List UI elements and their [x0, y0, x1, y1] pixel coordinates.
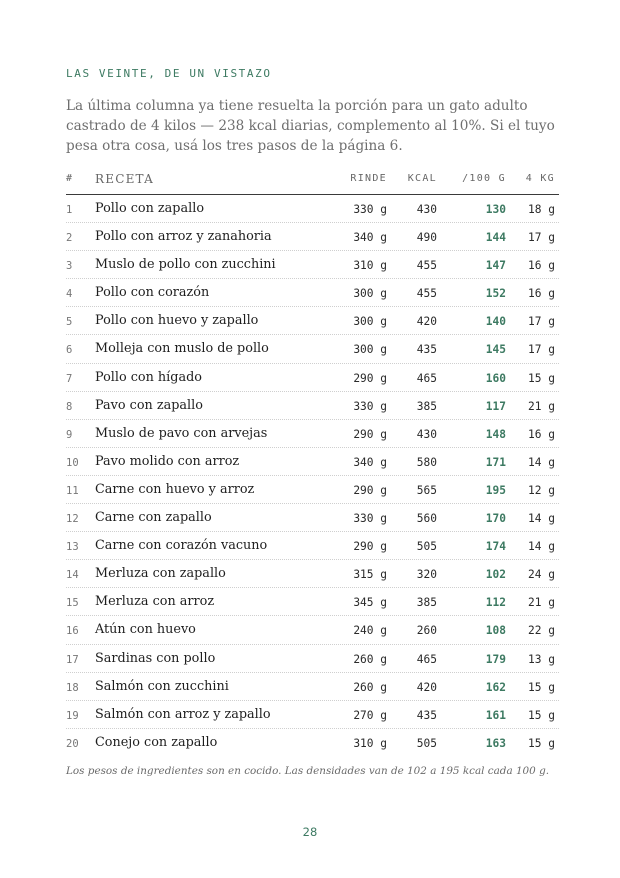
- kcal-per-100g-value: 148: [485, 427, 506, 441]
- recipe-name: Molleja con muslo de pollo: [95, 341, 269, 357]
- table-row: [66, 504, 559, 532]
- kcal-per-100g-value: 112: [485, 596, 506, 610]
- kcal-value: 260: [416, 624, 437, 638]
- table-row: [66, 673, 559, 701]
- rinde-value: 290 g: [353, 427, 387, 441]
- rinde-value: 345 g: [353, 596, 387, 610]
- kcal-per-100g-value: 130: [485, 203, 506, 216]
- table-row: [66, 279, 559, 307]
- rinde-value: 290 g: [353, 540, 387, 554]
- portion-4kg-value: 17 g: [528, 231, 555, 245]
- recipes-table: [66, 172, 559, 756]
- kcal-value: 455: [416, 287, 437, 301]
- row-number: 18: [66, 681, 79, 694]
- portion-4kg-value: 21 g: [528, 399, 555, 413]
- recipe-name: Salmón con arroz y zapallo: [95, 706, 271, 722]
- rinde-value: 340 g: [353, 231, 387, 245]
- kcal-per-100g-value: 170: [485, 512, 506, 526]
- recipe-name: Carne con zapallo: [95, 510, 212, 526]
- row-number: 13: [66, 541, 79, 554]
- kcal-per-100g-value: 117: [485, 399, 506, 413]
- row-number: 6: [66, 344, 73, 357]
- portion-4kg-value: 16 g: [528, 287, 555, 301]
- portion-4kg-value: 15 g: [528, 371, 555, 385]
- recipe-name: Pollo con hígado: [95, 369, 202, 385]
- table-row: [66, 448, 559, 476]
- recipe-name: Merluza con zapallo: [95, 566, 226, 582]
- row-number: 4: [66, 288, 73, 301]
- kcal-value: 505: [416, 736, 437, 750]
- kcal-per-100g-value: 162: [485, 680, 506, 694]
- table-row: [66, 645, 559, 673]
- rinde-value: 330 g: [353, 399, 387, 413]
- rinde-value: 260 g: [353, 652, 387, 666]
- recipe-name: Pavo con zapallo: [95, 397, 203, 413]
- portion-4kg-value: 17 g: [528, 315, 555, 329]
- kcal-per-100g-value: 160: [485, 371, 506, 385]
- kcal-per-100g-value: 161: [485, 708, 506, 722]
- rinde-value: 290 g: [353, 371, 387, 385]
- portion-4kg-value: 13 g: [528, 652, 555, 666]
- table-header: [66, 172, 559, 195]
- row-number: 19: [66, 709, 79, 722]
- rinde-value: 270 g: [353, 708, 387, 722]
- page-number: 28: [302, 825, 318, 839]
- portion-4kg-value: 15 g: [528, 736, 555, 750]
- kcal-per-100g-value: 171: [485, 455, 506, 469]
- portion-4kg-value: 15 g: [528, 708, 555, 722]
- row-number: 17: [66, 653, 79, 666]
- portion-4kg-value: 14 g: [528, 512, 555, 526]
- row-number: 5: [66, 316, 73, 329]
- row-number: 15: [66, 597, 79, 610]
- row-number: 9: [66, 428, 73, 441]
- table-body: [66, 195, 559, 756]
- rinde-value: 330 g: [353, 512, 387, 526]
- row-number: 8: [66, 400, 73, 413]
- recipe-name: Conejo con zapallo: [95, 734, 218, 750]
- header-rinde: RINDE: [350, 173, 387, 184]
- kcal-per-100g-value: 144: [485, 231, 506, 245]
- kcal-value: 430: [416, 203, 437, 216]
- recipe-name: Atún con huevo: [95, 622, 196, 638]
- row-number: 7: [66, 372, 73, 385]
- row-number: 2: [66, 232, 73, 245]
- portion-4kg-value: 12 g: [528, 483, 555, 497]
- recipe-name: Merluza con arroz: [95, 594, 215, 610]
- rinde-value: 310 g: [353, 736, 387, 750]
- table-row: [66, 195, 559, 223]
- recipe-name: Carne con corazón vacuno: [95, 538, 268, 554]
- table-row: [66, 588, 559, 616]
- recipe-name: Pollo con corazón: [95, 285, 210, 301]
- portion-4kg-value: 21 g: [528, 596, 555, 610]
- row-number: 20: [66, 737, 79, 750]
- rinde-value: 240 g: [353, 624, 387, 638]
- table-row: [66, 560, 559, 588]
- header-4kg: 4 KG: [525, 173, 555, 184]
- table-row: [66, 364, 559, 392]
- table-row: [66, 701, 559, 729]
- recipe-name: Pollo con arroz y zanahoria: [95, 229, 272, 245]
- row-number: 12: [66, 513, 79, 526]
- recipe-name: Carne con huevo y arroz: [95, 481, 255, 497]
- row-number: 14: [66, 569, 79, 582]
- kcal-per-100g-value: 147: [485, 259, 506, 273]
- portion-4kg-value: 18 g: [528, 203, 555, 216]
- recipe-name: Muslo de pavo con arvejas: [95, 425, 268, 441]
- header-kcal: KCAL: [407, 173, 437, 184]
- portion-4kg-value: 14 g: [528, 540, 555, 554]
- table-row: [66, 616, 559, 644]
- kcal-value: 420: [416, 315, 437, 329]
- table-row: [66, 420, 559, 448]
- portion-4kg-value: 24 g: [528, 568, 555, 582]
- table-row: [66, 532, 559, 560]
- table-row: [66, 307, 559, 335]
- intro-paragraph: La última columna ya tiene resuelta la porción para un gato adulto castrado de 4 kilos — 238 kcal diarias, complemento al 10%. Si el tuyo pesa otra cosa, usá los tres pasos de la página 6.: [66, 98, 555, 154]
- portion-4kg-value: 14 g: [528, 455, 555, 469]
- kcal-value: 320: [416, 568, 437, 582]
- footnote: Los pesos de ingredientes son en cocido. Las densidades van de 102 a 195 kcal cada 100 g.: [66, 765, 550, 777]
- table-row: [66, 251, 559, 279]
- kcal-value: 435: [416, 343, 437, 357]
- table-row: [66, 476, 559, 504]
- rinde-value: 300 g: [353, 343, 387, 357]
- kcal-per-100g-value: 140: [485, 315, 506, 329]
- rinde-value: 315 g: [353, 568, 387, 582]
- rinde-value: 310 g: [353, 259, 387, 273]
- kcal-per-100g-value: 163: [485, 736, 506, 750]
- rinde-value: 290 g: [353, 483, 387, 497]
- kcal-value: 580: [416, 455, 437, 469]
- rinde-value: 260 g: [353, 680, 387, 694]
- rinde-value: 330 g: [353, 203, 387, 216]
- kcal-per-100g-value: 108: [485, 624, 506, 638]
- kcal-per-100g-value: 195: [485, 483, 506, 497]
- kcal-value: 420: [416, 680, 437, 694]
- kcal-value: 385: [416, 399, 437, 413]
- row-number: 11: [66, 484, 79, 497]
- portion-4kg-value: 15 g: [528, 680, 555, 694]
- kcal-value: 430: [416, 427, 437, 441]
- row-number: 16: [66, 625, 79, 638]
- rinde-value: 300 g: [353, 315, 387, 329]
- rinde-value: 340 g: [353, 455, 387, 469]
- kcal-value: 385: [416, 596, 437, 610]
- kcal-value: 465: [416, 652, 437, 666]
- kcal-value: 490: [416, 231, 437, 245]
- table-row: [66, 392, 559, 420]
- table-row: [66, 729, 559, 756]
- kcal-per-100g-value: 174: [485, 540, 506, 554]
- portion-4kg-value: 16 g: [528, 259, 555, 273]
- kcal-value: 505: [416, 540, 437, 554]
- recipe-name: Sardinas con pollo: [95, 650, 216, 666]
- recipe-name: Pavo molido con arroz: [95, 453, 240, 469]
- recipe-name: Pollo con huevo y zapallo: [95, 313, 259, 329]
- kcal-value: 560: [416, 512, 437, 526]
- kcal-value: 465: [416, 371, 437, 385]
- header-receta: RECETA: [95, 172, 154, 186]
- row-number: 3: [66, 260, 73, 273]
- section-kicker: LAS VEINTE, DE UN VISTAZO: [66, 67, 272, 80]
- recipe-name: Salmón con zucchini: [95, 678, 229, 694]
- rinde-value: 300 g: [353, 287, 387, 301]
- portion-4kg-value: 17 g: [528, 343, 555, 357]
- portion-4kg-value: 16 g: [528, 427, 555, 441]
- recipe-name: Muslo de pollo con zucchini: [95, 257, 276, 273]
- kcal-per-100g-value: 179: [485, 652, 506, 666]
- kcal-value: 455: [416, 259, 437, 273]
- kcal-per-100g-value: 102: [485, 568, 506, 582]
- row-number: 1: [66, 204, 73, 216]
- row-number: 10: [66, 456, 79, 469]
- portion-4kg-value: 22 g: [528, 624, 555, 638]
- recipe-name: Pollo con zapallo: [95, 201, 205, 216]
- kcal-per-100g-value: 145: [485, 343, 506, 357]
- kcal-value: 565: [416, 483, 437, 497]
- table-row: [66, 335, 559, 363]
- header-per-100g: /100 G: [462, 173, 506, 184]
- kcal-per-100g-value: 152: [485, 287, 506, 301]
- kcal-value: 435: [416, 708, 437, 722]
- table-row: [66, 223, 559, 251]
- header-number: #: [66, 173, 74, 184]
